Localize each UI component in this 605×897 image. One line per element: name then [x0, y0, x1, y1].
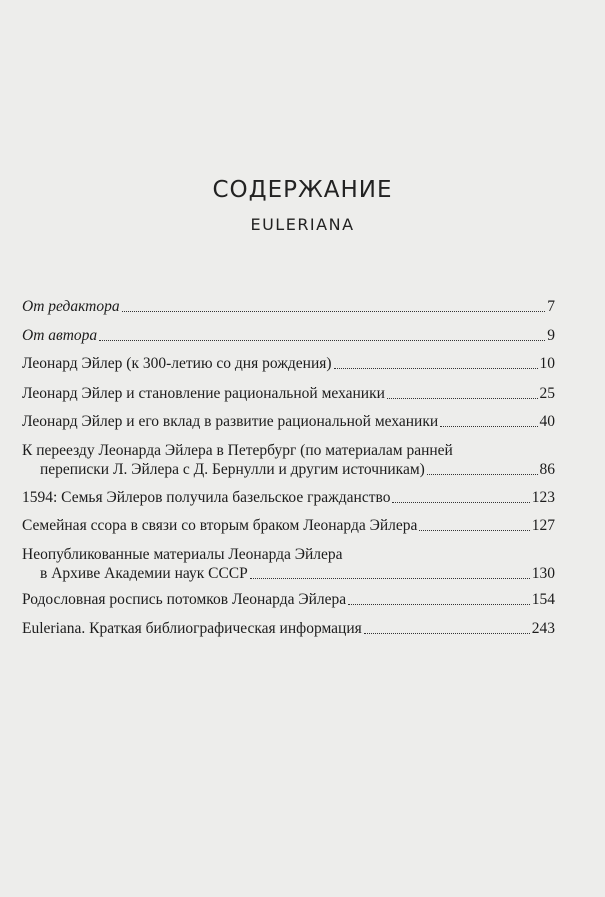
toc-entry-title-line1: Неопубликованные материалы Леонарда Эйлера	[22, 546, 343, 563]
toc-entry[interactable]	[22, 516, 555, 535]
dot-leader	[387, 398, 538, 399]
dot-leader	[364, 633, 530, 634]
toc-entry[interactable]	[22, 441, 555, 479]
toc-entry-title: Леонард Эйлер (к 300-летию со дня рождения)	[22, 355, 332, 372]
toc-entry-page: 130	[531, 565, 555, 582]
page-title: СОДЕРЖАНИЕ	[212, 177, 393, 203]
toc-entry-page: 7	[547, 298, 555, 315]
toc-entry-title: Euleriana. Краткая библиографическая информация	[22, 620, 362, 637]
dot-leader	[250, 578, 530, 579]
dot-leader	[427, 474, 538, 475]
dot-leader	[440, 426, 537, 427]
dot-leader	[122, 311, 546, 312]
page-subtitle: EULERIANA	[250, 215, 355, 234]
toc-entry-title: Леонард Эйлер и становление рациональной механики	[22, 385, 385, 402]
toc-entry[interactable]	[22, 590, 555, 609]
dot-leader	[348, 604, 530, 605]
toc-entry-title: Семейная ссора в связи со вторым браком Леонарда Эйлера	[22, 517, 418, 534]
toc-entry[interactable]	[22, 412, 555, 431]
toc-entry-title: в Архиве Академии наук СССР	[40, 565, 248, 582]
toc-entry-page: 10	[539, 355, 555, 372]
toc-entry-page: 40	[539, 413, 555, 430]
toc-entry[interactable]	[22, 545, 555, 583]
toc-entry[interactable]	[22, 354, 555, 373]
dot-leader	[99, 340, 545, 341]
toc-entry-title: Родословная роспись потомков Леонарда Эйлера	[22, 591, 347, 608]
toc-entry-title: переписки Л. Эйлера с Д. Бернулли и другим источникам)	[40, 461, 425, 478]
dot-leader	[419, 530, 529, 531]
dot-leader	[334, 368, 538, 369]
toc-entry-page: 243	[531, 620, 555, 637]
toc-entry-title: От редактора	[22, 298, 120, 315]
toc-entry-title: Леонард Эйлер и его вклад в развитие рациональной механики	[22, 413, 439, 430]
dot-leader	[392, 502, 529, 503]
toc-entry-title: От автора	[22, 327, 98, 344]
toc-entry-title: 1594: Семья Эйлеров получила базельское гражданство	[22, 489, 391, 506]
toc-entry-title-line1: К переезду Леонарда Эйлера в Петербург (по материалам ранней	[22, 442, 453, 459]
toc-entry[interactable]	[22, 619, 555, 638]
toc-entry-page: 9	[547, 327, 555, 344]
toc-entry-page: 123	[531, 489, 555, 506]
toc-entry-page: 154	[531, 591, 555, 608]
toc-entry[interactable]	[22, 297, 555, 316]
toc-entry[interactable]	[22, 384, 555, 403]
toc-entry-page: 127	[531, 517, 555, 534]
toc-entry-page: 86	[539, 461, 555, 478]
toc-entry[interactable]	[22, 326, 555, 345]
toc-entry[interactable]	[22, 488, 555, 507]
toc-entry-page: 25	[539, 385, 555, 402]
